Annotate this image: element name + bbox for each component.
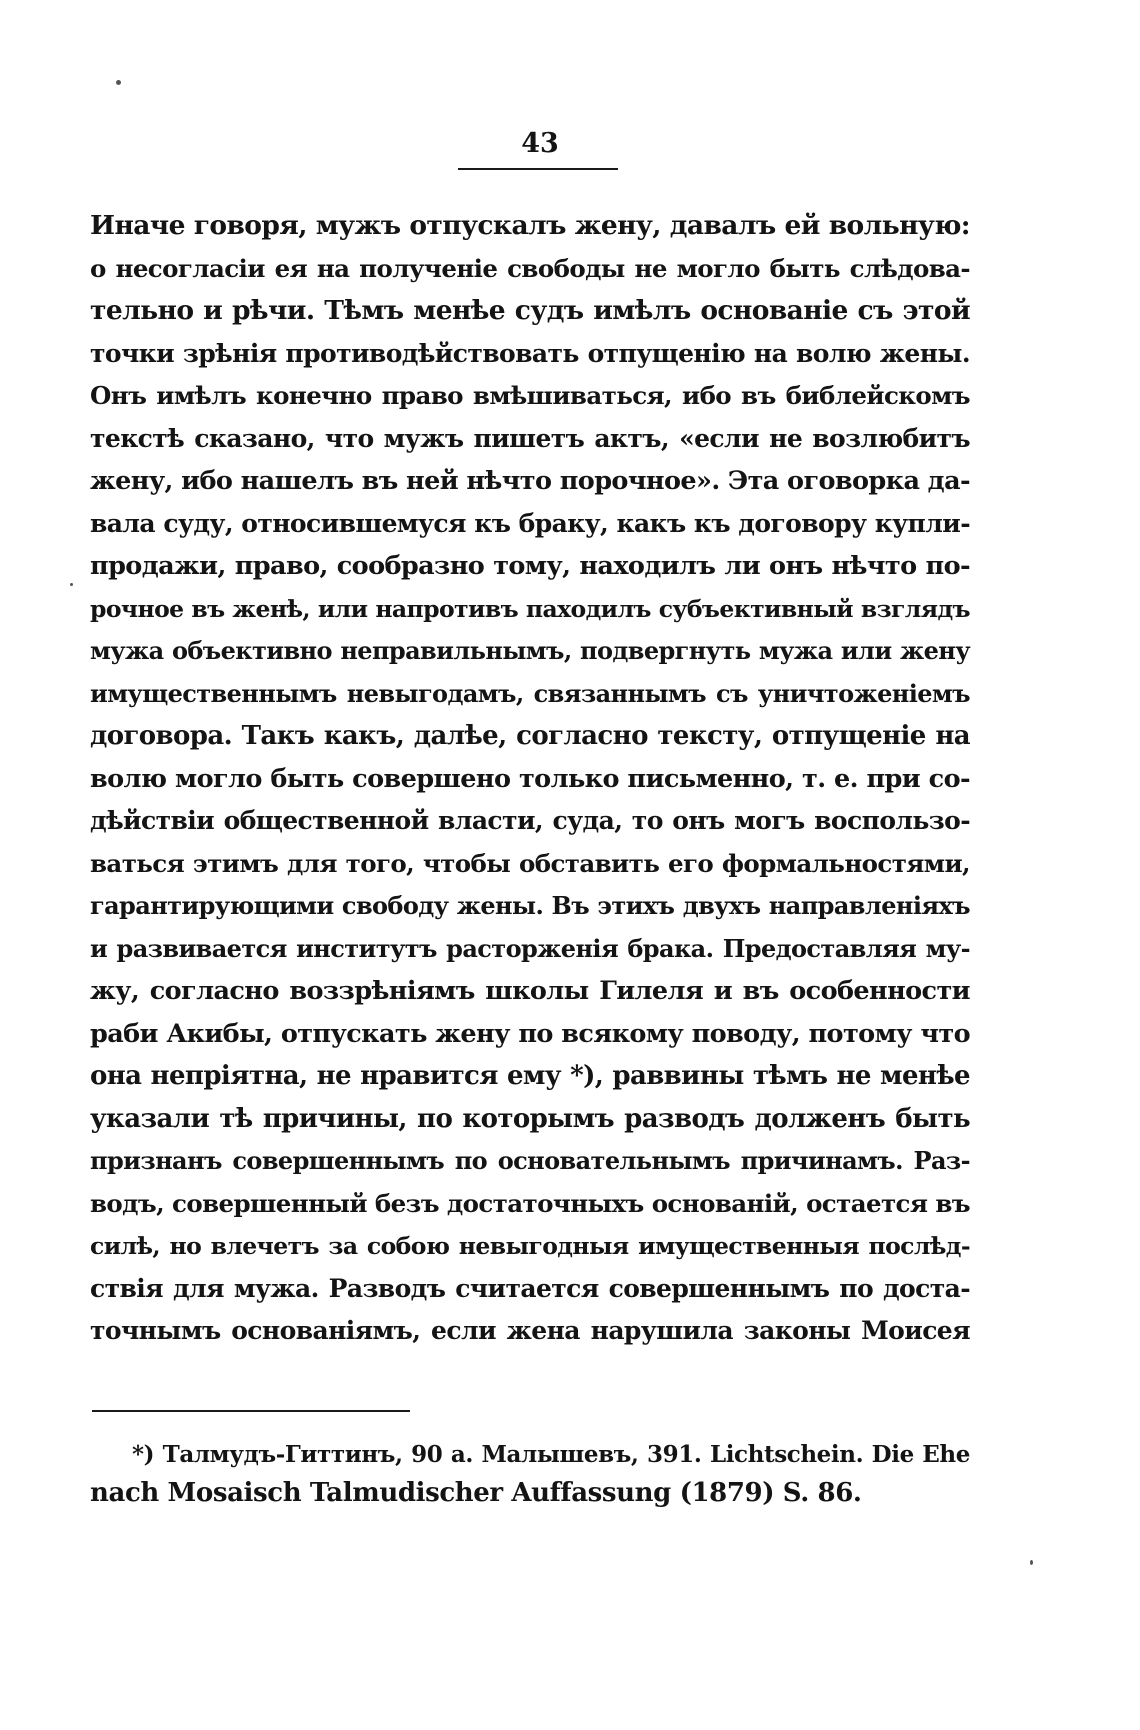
text-line: Онъ имѣлъ конечно право вмѣшиваться, ибо въ библейскомъ (90, 381, 970, 410)
text-line: указали тѣ причины, по которымъ разводъ долженъ быть (90, 1103, 970, 1134)
text-line: тельно и рѣчи. Тѣмъ менѣе судъ имѣлъ основаніе съ этой (90, 295, 970, 326)
text-line: о несогласіи ея на полученіе свободы не могло быть слѣдова- (90, 253, 970, 283)
page-number-rule (458, 168, 618, 170)
text-line: договора. Такъ какъ, далѣе, согласно тексту, отпущеніе на (90, 721, 970, 751)
text-line: рочное въ женѣ, или напротивъ паходилъ субъективный взглядъ (90, 594, 970, 623)
body-text (90, 205, 970, 1353)
footnote-rule (92, 1410, 410, 1412)
text-line: гарантирующими свободу жены. Въ этихъ двухъ направленіяхъ (90, 891, 970, 920)
text-line: Иначе говоря, мужъ отпускалъ жену, давалъ ей вольную: (90, 210, 970, 241)
text-line: она непріятна, не нравится ему *), раввины тѣмъ не менѣе (90, 1061, 970, 1091)
text-line: признанъ совершеннымъ по основательнымъ причинамъ. Раз- (90, 1146, 970, 1175)
text-line: текстѣ сказано, что мужъ пишетъ актъ, «если не возлюбитъ (90, 423, 970, 453)
page-number: 43 (521, 128, 559, 159)
print-speck (70, 583, 73, 586)
text-line: и развивается институтъ расторженія брака. Предоставляя му- (90, 933, 970, 963)
footnote (90, 1436, 970, 1512)
footnote-line: *) Талмудъ-Гиттинъ, 90 а. Малышевъ, 391. Lichtschein. Die Ehe (132, 1441, 970, 1468)
print-speck (1030, 1560, 1033, 1565)
text-line: точнымъ основаніямъ, если жена нарушила законы Моисея (90, 1316, 970, 1345)
print-speck (116, 80, 121, 85)
text-line: ствія для мужа. Разводъ считается совершеннымъ по доста- (90, 1273, 970, 1303)
text-line: имущественнымъ невыгодамъ, связаннымъ съ уничтоженіемъ (90, 678, 970, 708)
text-line: ваться этимъ для того, чтобы обставить его формальностями, (90, 848, 970, 878)
text-line: силѣ, но влечетъ за собою невыгодныя имущественныя послѣд- (90, 1232, 970, 1260)
text-line: жену, ибо нашелъ въ ней нѣчто порочное». Эта оговорка да- (90, 466, 970, 496)
text-line: волю могло быть совершено только письменно, т. е. при со- (90, 763, 970, 794)
text-line: мужа объективно неправильнымъ, подвергнуть мужа или жену (90, 636, 970, 665)
text-line: точки зрѣнія противодѣйствовать отпущенію на волю жены. (90, 338, 970, 368)
text-line: водъ, совершенный безъ достаточныхъ основаній, остается въ (90, 1188, 970, 1218)
text-line: раби Акибы, отпускать жену по всякому поводу, потому что (90, 1018, 970, 1049)
text-line: дѣйствіи общественной власти, суда, то онъ могъ воспользо- (90, 806, 970, 835)
text-line: жу, согласно воззрѣніямъ школы Гилеля и въ особенности (90, 976, 970, 1006)
text-line: вала суду, относившемуся къ браку, какъ къ договору купли- (90, 508, 970, 538)
text-line: продажи, право, сообразно тому, находилъ ли онъ нѣчто по- (90, 551, 970, 581)
footnote-line: nach Mosaisch Talmudischer Auffassung (1879) S. 86. (90, 1478, 862, 1508)
